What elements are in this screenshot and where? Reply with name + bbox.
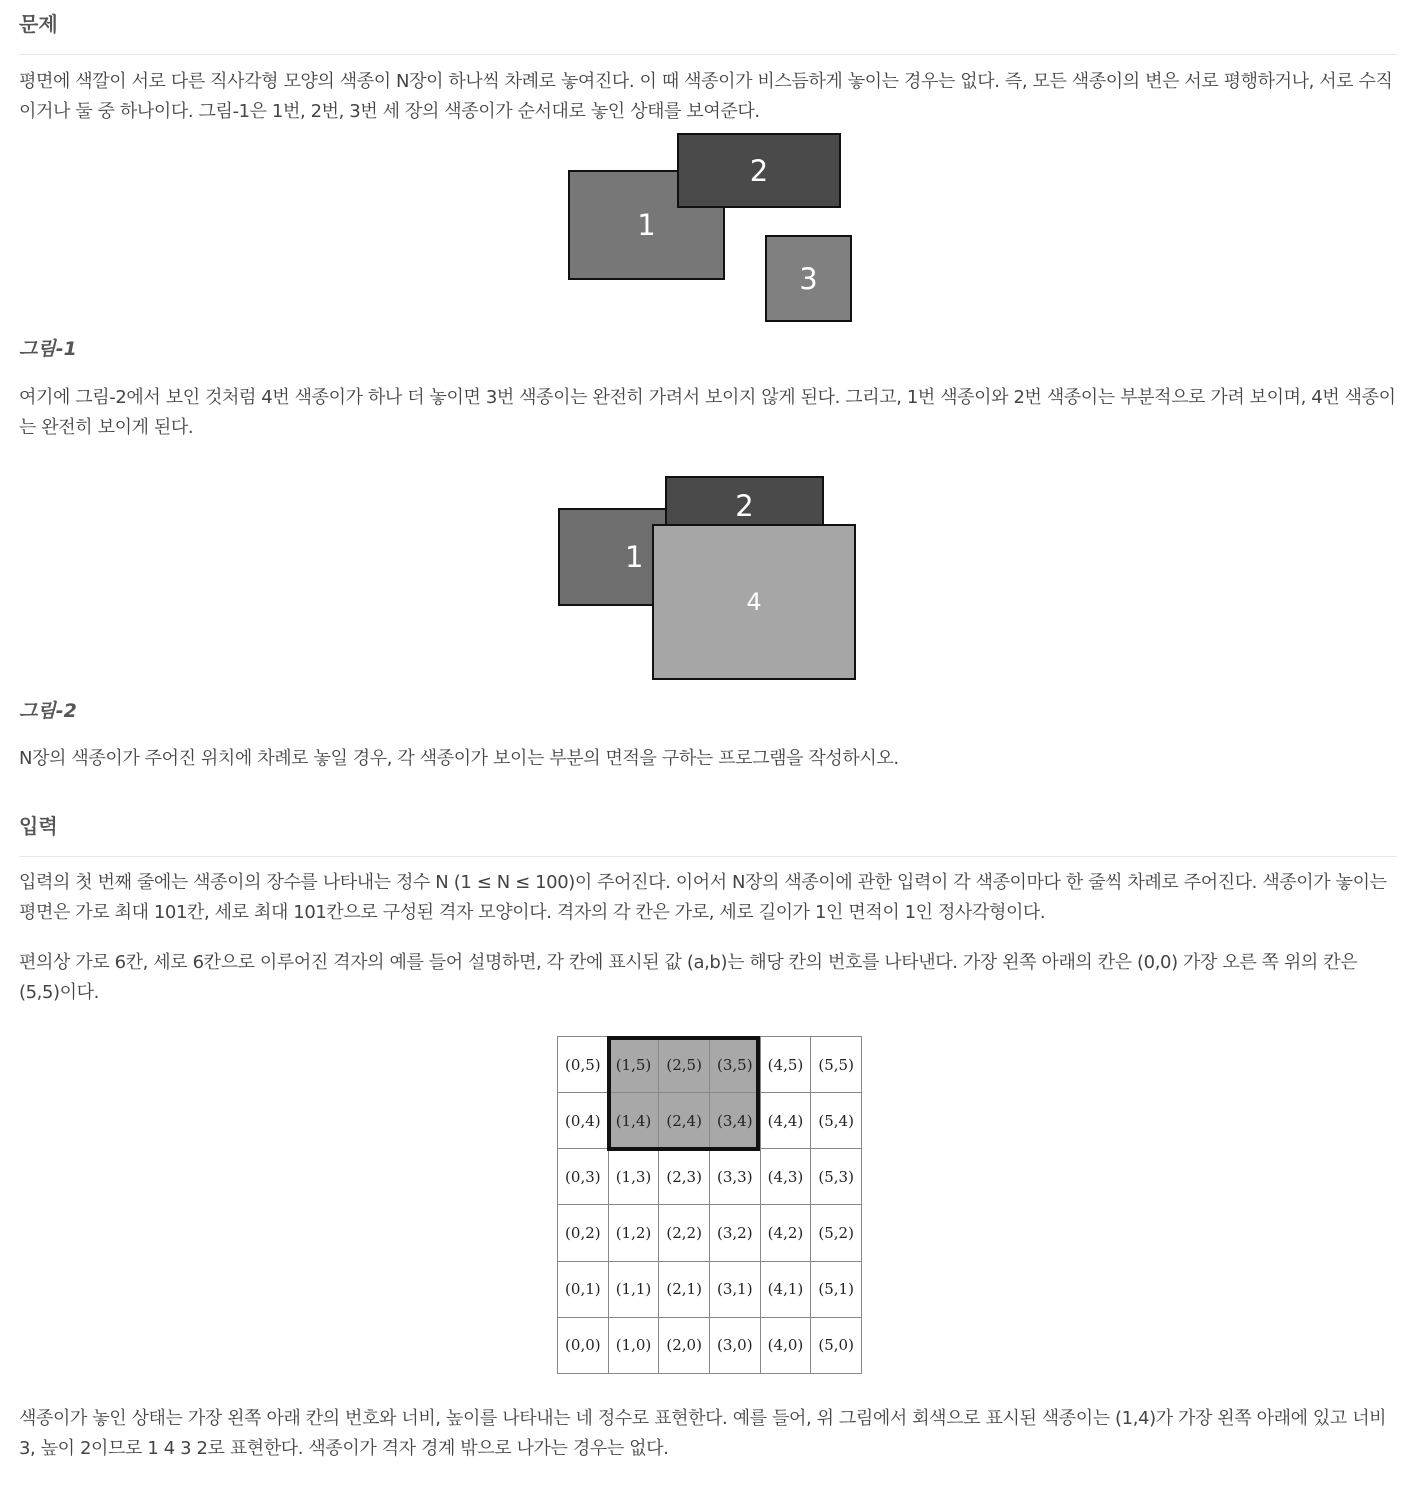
grid-row xyxy=(558,1093,862,1149)
grid-figure xyxy=(557,1036,862,1374)
grid-cell: (0,3) xyxy=(558,1149,609,1205)
input-paragraph-2: 편의상 가로 6칸, 세로 6칸으로 이루어진 격자의 예를 들어 설명하면, 각 칸에 표시된 값 (a,b)는 해당 칸의 번호를 나타낸다. 가장 왼쪽 아래의 칸은 (0,0) 가장 오른 쪽 위의 칸은 (5,5)이다. xyxy=(19,952,1358,1003)
grid-cell: (0,2) xyxy=(558,1205,609,1261)
grid-cell: (4,3) xyxy=(760,1149,811,1205)
grid-cell: (3,4) xyxy=(709,1093,760,1149)
cell-grid xyxy=(557,1036,862,1374)
grid-cell: (1,2) xyxy=(608,1205,659,1261)
grid-cell: (2,3) xyxy=(659,1149,710,1205)
paper-3-label: 3 xyxy=(799,261,818,296)
grid-cell: (4,0) xyxy=(760,1317,811,1373)
paper-2 xyxy=(677,133,841,208)
problem-heading: 문제 xyxy=(19,12,58,36)
input-paragraph-3: 색종이가 놓인 상태는 가장 왼쪽 아래 칸의 번호와 너비, 높이를 나타내는 네 정수로 표현한다. 예를 들어, 위 그림에서 회색으로 표시된 색종이는 (1,4)가 가장 왼쪽 아래에 있고 너비 3, 높이 2이므로 1 4 3 2로 표현한다. 색종이가 격자 경계 밖으로 나가는 경우는 없다. xyxy=(19,1408,1387,1459)
paper-4-label: 4 xyxy=(746,588,762,616)
figure-1 xyxy=(568,133,852,323)
grid-cell: (3,0) xyxy=(709,1317,760,1373)
grid-cell: (1,4) xyxy=(608,1093,659,1149)
grid-cell: (5,0) xyxy=(811,1317,862,1373)
grid-cell: (0,0) xyxy=(558,1317,609,1373)
grid-cell: (5,3) xyxy=(811,1149,862,1205)
grid-row xyxy=(558,1037,862,1093)
grid-cell: (2,2) xyxy=(659,1205,710,1261)
grid-cell: (3,5) xyxy=(709,1037,760,1093)
grid-row xyxy=(558,1261,862,1317)
paper-2 xyxy=(665,476,824,531)
grid-cell: (4,5) xyxy=(760,1037,811,1093)
problem-divider xyxy=(19,54,1397,55)
input-heading: 입력 xyxy=(19,814,58,838)
paper-1-label: 1 xyxy=(637,208,656,242)
paper-4 xyxy=(652,524,856,680)
grid-cell: (0,1) xyxy=(558,1261,609,1317)
paper-3 xyxy=(765,235,852,322)
grid-cell: (1,1) xyxy=(608,1261,659,1317)
grid-cell: (0,4) xyxy=(558,1093,609,1149)
figure-2 xyxy=(558,476,857,681)
grid-row xyxy=(558,1149,862,1205)
grid-row xyxy=(558,1317,862,1373)
grid-cell: (2,5) xyxy=(659,1037,710,1093)
grid-cell: (5,2) xyxy=(811,1205,862,1261)
grid-cell: (3,2) xyxy=(709,1205,760,1261)
grid-cell: (4,1) xyxy=(760,1261,811,1317)
grid-row xyxy=(558,1205,862,1261)
paper-2-label: 2 xyxy=(735,489,754,523)
grid-cell: (1,3) xyxy=(608,1149,659,1205)
grid-cell: (5,5) xyxy=(811,1037,862,1093)
grid-cell: (4,2) xyxy=(760,1205,811,1261)
problem-paragraph-1: 평면에 색깔이 서로 다른 직사각형 모양의 색종이 N장이 하나씩 차례로 놓여진다. 이 때 색종이가 비스듬하게 놓이는 경우는 없다. 즉, 모든 색종이의 변은 서로 평행하거나, 서로 수직이거나 둘 중 하나이다. 그림-1은 1번, 2번, 3번 세 장의 색종이가 순서대로 놓인 상태를 보여준다. xyxy=(19,71,1393,122)
grid-cell: (5,1) xyxy=(811,1261,862,1317)
grid-cell: (2,0) xyxy=(659,1317,710,1373)
grid-cell: (1,0) xyxy=(608,1317,659,1373)
grid-cell: (0,5) xyxy=(558,1037,609,1093)
grid-cell: (5,4) xyxy=(811,1093,862,1149)
grid-cell: (2,4) xyxy=(659,1093,710,1149)
grid-cell: (4,4) xyxy=(760,1093,811,1149)
grid-cell: (3,1) xyxy=(709,1261,760,1317)
input-divider xyxy=(19,856,1397,857)
grid-cell: (1,5) xyxy=(608,1037,659,1093)
grid-cell: (2,1) xyxy=(659,1261,710,1317)
figure-2-caption: 그림-2 xyxy=(19,700,77,722)
paper-2-label: 2 xyxy=(749,153,769,188)
problem-paragraph-2: 여기에 그림-2에서 보인 것처럼 4번 색종이가 하나 더 놓이면 3번 색종이는 완전히 가려서 보이지 않게 된다. 그리고, 1번 색종이와 2번 색종이는 부분적으로 가려 보이며, 4번 색종이는 완전히 보이게 된다. xyxy=(19,387,1396,438)
input-paragraph-1: 입력의 첫 번째 줄에는 색종이의 장수를 나타내는 정수 N (1 ≤ N ≤ 100)이 주어진다. 이어서 N장의 색종이에 관한 입력이 각 색종이마다 한 줄씩 차례로 주어진다. 색종이가 놓이는 평면은 가로 최대 101칸, 세로 최대 101칸으로 구성된 격자 모양이다. 격자의 각 칸은 가로, 세로 길이가 1인 면적이 1인 정사각형이다. xyxy=(19,872,1387,923)
figure-1-caption: 그림-1 xyxy=(19,338,77,360)
problem-paragraph-3: N장의 색종이가 주어진 위치에 차례로 놓일 경우, 각 색종이가 보이는 부분의 면적을 구하는 프로그램을 작성하시오. xyxy=(19,748,899,769)
grid-cell: (3,3) xyxy=(709,1149,760,1205)
paper-1-label: 1 xyxy=(625,540,644,574)
